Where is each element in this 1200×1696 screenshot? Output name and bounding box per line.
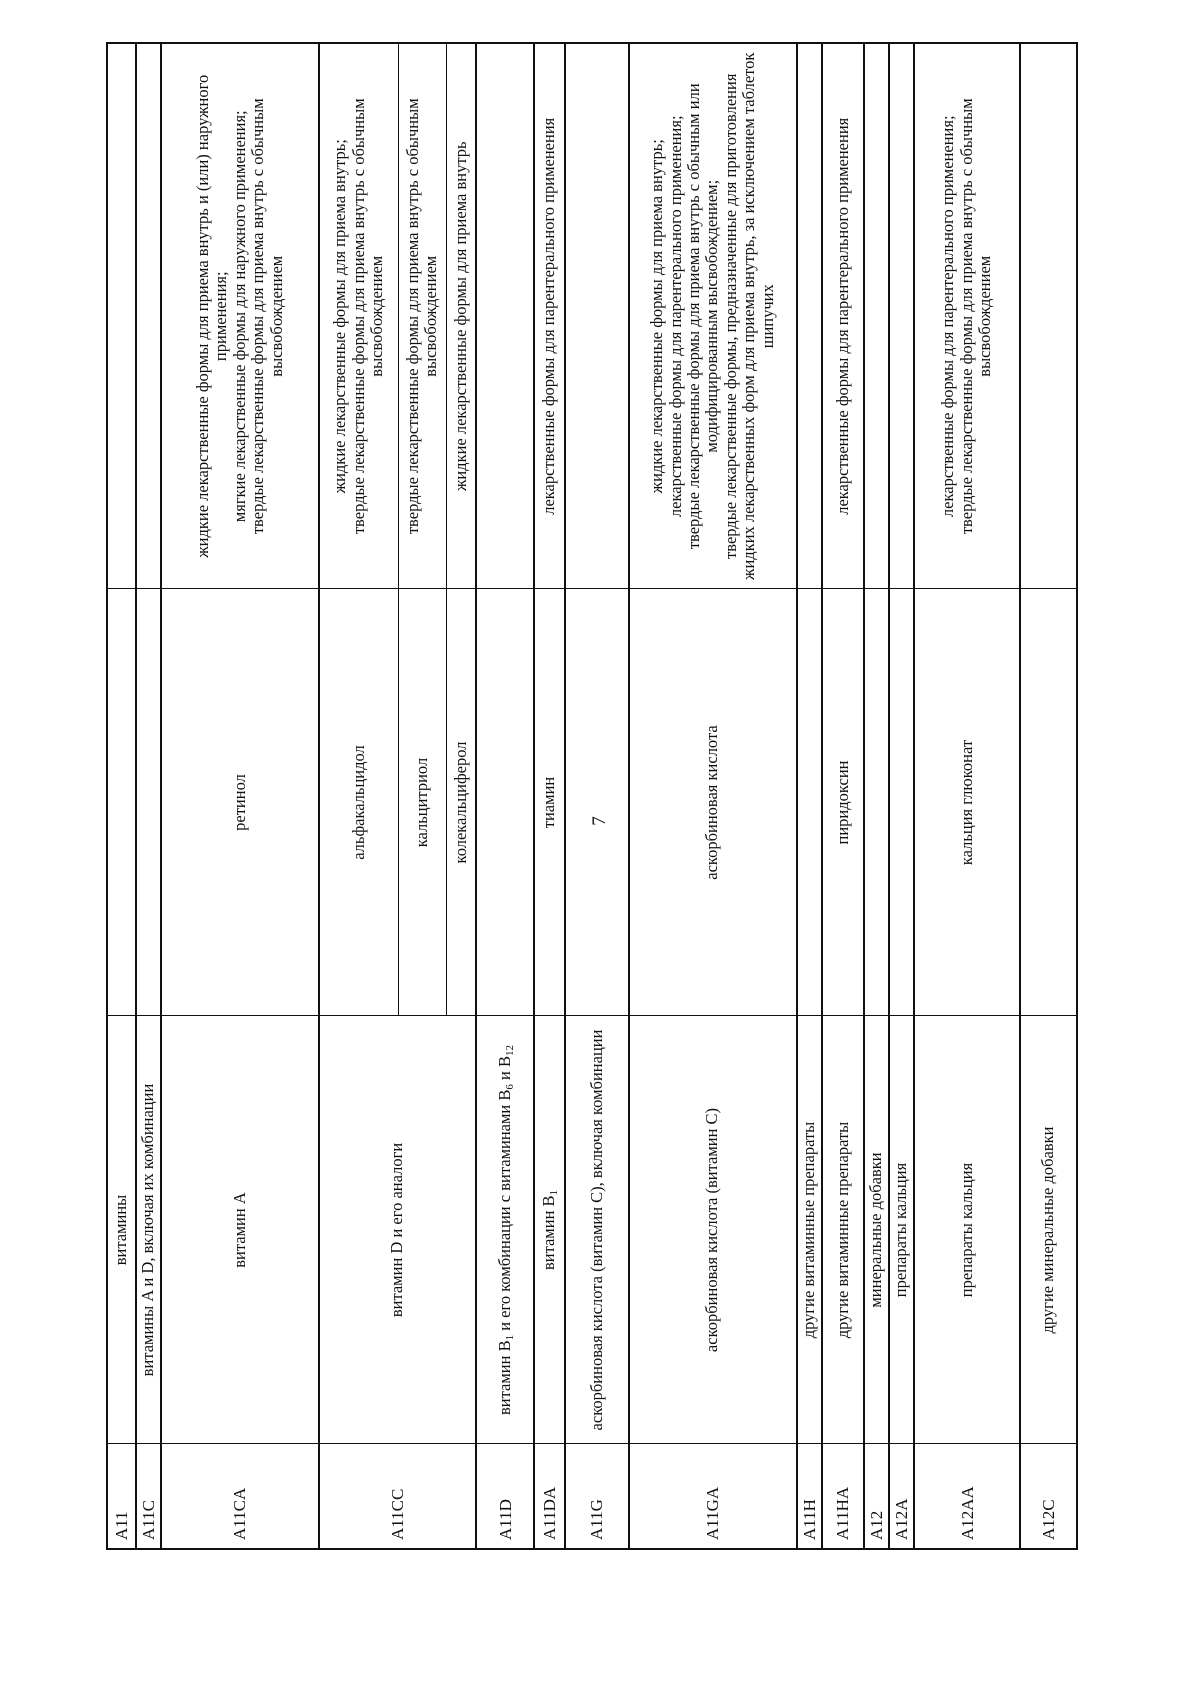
substance-cell	[565, 589, 629, 1016]
atc-group-cell: другие минеральные добавки	[1020, 1016, 1077, 1444]
table-row	[161, 43, 319, 1549]
table-body	[107, 43, 1077, 1549]
dosage-forms-cell	[136, 43, 161, 589]
atc-group-cell: другие витаминные препараты	[822, 1016, 864, 1444]
group-text-part: 1	[503, 1334, 516, 1341]
dosage-forms-cell	[446, 43, 476, 589]
table-row	[565, 43, 629, 1549]
dosage-form-line: мягкие лекарственные формы для наружного применения;	[229, 110, 249, 523]
table-row	[136, 43, 161, 1549]
atc-code-cell: A11C	[136, 1444, 161, 1549]
atc-code-cell: A11	[107, 1444, 136, 1549]
substance-cell: кальцитриол	[398, 589, 446, 1016]
dosage-form-line: твердые лекарственные формы для приема внутрь с обычным высвобождением	[248, 98, 286, 535]
atc-code-cell: A12C	[1020, 1444, 1077, 1549]
dosage-form-line: жидкие лекарственные формы для приема внутрь и (или) наружного применения;	[192, 74, 231, 558]
dosage-form-line: твердые лекарственные формы для приема внутрь с обычным высвобождением	[956, 98, 995, 535]
table-row	[629, 43, 797, 1549]
atc-group-cell: другие витаминные препараты	[797, 1016, 822, 1444]
atc-group-cell: витамин D и его аналоги	[319, 1016, 476, 1444]
table-row	[1020, 43, 1077, 1549]
atc-group-cell	[534, 1016, 565, 1444]
group-text-part: витамин B	[539, 1195, 559, 1271]
dosage-form-line: лекарственные формы для парентерального применения	[832, 117, 852, 515]
substance-cell: пиридоксин	[822, 589, 864, 1016]
atc-group-cell: минеральные добавки	[864, 1016, 889, 1444]
atc-group-cell: аскорбиновая кислота (витамин C)	[629, 1016, 797, 1444]
substance-cell	[797, 589, 822, 1016]
atc-code-cell: A11CC	[319, 1444, 476, 1549]
group-text-part: витамин B	[494, 1340, 514, 1416]
dosage-forms-cell	[864, 43, 889, 589]
table-row	[476, 43, 534, 1549]
dosage-form-line: жидкие лекарственные формы для приема внутрь;	[330, 139, 350, 494]
dosage-form-line: лекарственные формы для парентерального применения;	[665, 115, 685, 518]
drug-classification-table	[106, 42, 1078, 1550]
substance-cell: аскорбиновая кислота	[629, 589, 797, 1016]
substance-cell	[864, 589, 889, 1016]
atc-code-cell: A12A	[889, 1444, 914, 1549]
rotated-page-content	[106, 44, 1078, 1550]
atc-group-cell: аскорбиновая кислота (витамин C), включая комбинации	[565, 1016, 629, 1444]
substance-cell: кальция глюконат	[914, 589, 1019, 1016]
atc-code-cell: A11G	[565, 1444, 629, 1549]
group-text-part: и его комбинации с витаминами B	[494, 1089, 514, 1335]
dosage-forms-cell	[1020, 43, 1077, 589]
dosage-forms-cell	[629, 43, 797, 589]
dosage-form-line: жидкие лекарственные формы для приема внутрь;	[647, 139, 667, 494]
table-row	[822, 43, 864, 1549]
dosage-forms-cell	[565, 43, 629, 589]
substance-cell: ретинол	[161, 589, 319, 1016]
group-text-part: 6	[503, 1084, 516, 1090]
table-row	[107, 43, 136, 1549]
dosage-forms-cell	[914, 43, 1019, 589]
dosage-forms-cell	[398, 43, 446, 589]
substance-cell: альфакальцидол	[319, 589, 398, 1016]
substance-cell	[476, 589, 534, 1016]
dosage-forms-cell	[534, 43, 565, 589]
dosage-forms-cell	[319, 43, 398, 589]
page-number: 7	[589, 816, 610, 826]
group-text-part: 12	[503, 1045, 516, 1056]
substance-cell	[107, 589, 136, 1016]
atc-group-cell: препараты кальция	[914, 1016, 1019, 1444]
atc-group-cell: витамин A	[161, 1016, 319, 1444]
dosage-forms-cell	[889, 43, 914, 589]
atc-group-cell: витамины	[107, 1016, 136, 1444]
atc-group-cell: витамины A и D, включая их комбинации	[136, 1016, 161, 1444]
dosage-form-line: твердые лекарственные формы для приема внутрь с обычным или модифицированным высвобождением;	[684, 83, 722, 550]
table-row	[914, 43, 1019, 1549]
table-row	[534, 43, 565, 1549]
table-row	[319, 43, 398, 1549]
atc-code-cell: A12	[864, 1444, 889, 1549]
atc-code-cell: A11D	[476, 1444, 534, 1549]
dosage-form-line: лекарственные формы для парентерального применения;	[938, 115, 958, 518]
dosage-forms-cell	[797, 43, 822, 589]
atc-code-cell: A11DA	[534, 1444, 565, 1549]
dosage-form-line: твердые лекарственные формы, предназначенные для приготовления жидких лекарственных форм для приема внутрь, за исключением таблеток шипучих	[720, 52, 777, 580]
dosage-forms-cell	[476, 43, 534, 589]
table-row	[889, 43, 914, 1549]
dosage-form-line: жидкие лекарственные формы для приема внутрь	[450, 141, 470, 492]
table-row	[864, 43, 889, 1549]
atc-code-cell: A11GA	[629, 1444, 797, 1549]
dosage-form-line: твердые лекарственные формы для приема внутрь с обычным высвобождением	[402, 98, 441, 535]
table-row	[797, 43, 822, 1549]
atc-group-cell	[476, 1016, 534, 1444]
substance-cell	[1020, 589, 1077, 1016]
group-text-part: 1	[548, 1189, 561, 1196]
atc-code-cell: A11HA	[822, 1444, 864, 1549]
substance-cell: тиамин	[534, 589, 565, 1016]
dosage-forms-cell	[107, 43, 136, 589]
dosage-form-line: лекарственные формы для парентерального применения	[539, 117, 559, 515]
atc-group-cell: препараты кальция	[889, 1016, 914, 1444]
atc-code-cell: A11CA	[161, 1444, 319, 1549]
substance-cell	[889, 589, 914, 1016]
atc-code-cell: A11H	[797, 1444, 822, 1549]
dosage-form-line: твердые лекарственные формы для приема внутрь с обычным высвобождением	[348, 98, 387, 535]
group-text-part: и B	[494, 1056, 514, 1085]
dosage-forms-cell	[161, 43, 319, 589]
substance-cell	[136, 589, 161, 1016]
dosage-forms-cell	[822, 43, 864, 589]
atc-code-cell: A12AA	[914, 1444, 1019, 1549]
substance-cell: колекальциферол	[446, 589, 476, 1016]
